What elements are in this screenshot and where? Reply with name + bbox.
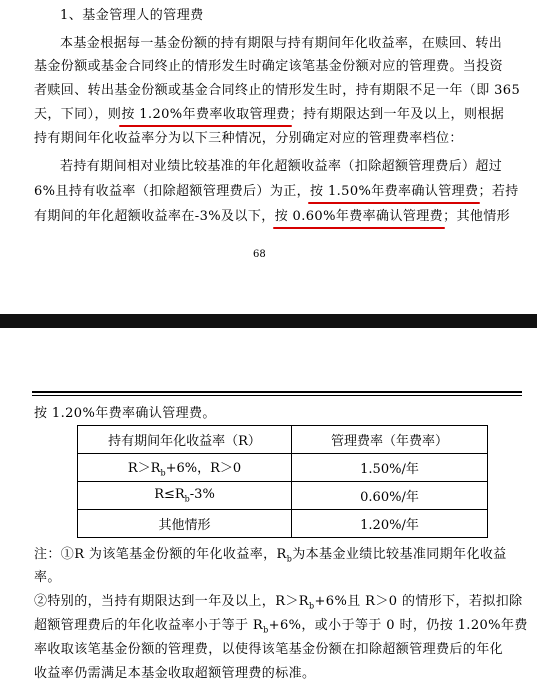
header-rule-thin [32, 395, 522, 396]
subscript: b [263, 625, 269, 635]
rate-cell: 0.60%/年 [292, 482, 488, 510]
paragraph-line: 基金份额或基金合同终止的情形发生时确定该笔基金份额对应的管理费。当投资 [34, 59, 504, 74]
condition-text: -3% [189, 487, 215, 503]
header-rule [32, 391, 522, 393]
condition-cell [78, 510, 292, 538]
subscript: b [308, 601, 315, 611]
paragraph-line [34, 205, 510, 224]
condition-cell [78, 482, 292, 510]
subscript: b [286, 554, 293, 564]
note-line: 率收取该笔基金份额的管理费，以使得该笔基金份额在扣除超额管理费后的年化 [34, 642, 504, 657]
condition-text: R≤R [154, 487, 185, 503]
highlighted-text-content: 按 0.60%年费率确认管理费 [274, 209, 444, 224]
note-text: +6%，或小于等于 0 时，仍按 1.20%年费 [268, 618, 528, 633]
note-line [34, 614, 528, 635]
note-line: 收益率仍需满足本基金收取超额管理费的标准。 [34, 666, 316, 681]
table-row [78, 454, 488, 482]
highlighted-text-content: 按 1.50%年费率确认管理费 [310, 184, 479, 199]
paragraph-line: 者赎回、转出基金份额或基金合同终止的情形发生时，持有期限不足一年（即 365 [34, 83, 521, 98]
text-segment: ；若持 [478, 184, 519, 199]
red-underline [273, 227, 445, 229]
note-text: +6%且 R＞0 的情形下，若拟扣除 [314, 594, 523, 609]
highlighted-text-content: 按 1.20%年费率收取管理费 [121, 107, 290, 122]
note-text: ②特别的，当持有期限达到一年及以上，R＞R [34, 594, 309, 609]
subscript: b [184, 494, 190, 504]
rate-cell: 1.20%/年 [292, 510, 488, 538]
table-header-row [78, 426, 488, 454]
condition-text: R＞R [127, 461, 161, 477]
section-heading: 1、基金管理人的管理费 [60, 8, 204, 23]
note-text: 为本基金业绩比较基准同期年化收益 [292, 547, 507, 562]
note-line: 率。 [34, 570, 61, 585]
fee-table [77, 425, 488, 538]
rate-cell: 1.50%/年 [292, 454, 488, 482]
paragraph-line: 持有期间年化收益率分为以下三种情况，分别确定对应的管理费率档位： [34, 131, 463, 146]
condition-text: +6%，R＞0 [165, 461, 242, 477]
paragraph-line: 若持有期间相对业绩比较基准的年化超额收益率（扣除超额管理费后）超过 [60, 159, 503, 174]
note-line [34, 590, 523, 611]
note-text: 注：①R 为该笔基金份额的年化收益率，R [34, 547, 287, 562]
intro-line: 按 1.20%年费率确认管理费。 [34, 406, 216, 421]
text-segment: 6%且持有收益率（扣除超额管理费后）为正， [34, 184, 311, 199]
highlighted-text [275, 209, 443, 224]
table-header-cell: 持有期间年化收益率（R） [78, 426, 292, 454]
paragraph-line: 本基金根据每一基金份额的持有期限与持有期间年化收益率，在赎回、转出 [60, 36, 503, 51]
subscript: b [160, 468, 166, 478]
note-line [34, 543, 507, 564]
condition-text: 其他情形 [158, 518, 211, 533]
condition-cell [78, 454, 292, 482]
highlighted-text [310, 184, 478, 199]
highlighted-text [121, 107, 289, 122]
page-divider [0, 314, 537, 328]
text-segment: 天，下同），则 [34, 107, 122, 122]
text-segment: ；其他情形 [443, 209, 511, 224]
paragraph-line [34, 180, 519, 199]
paragraph-line [34, 103, 504, 122]
page-number: 68 [253, 249, 266, 260]
table-header-cell: 管理费率（年费率） [292, 426, 488, 454]
text-segment: 有期间的年化超额收益率在-3%及以下， [34, 209, 275, 224]
table-row [78, 510, 488, 538]
top-page [0, 0, 537, 318]
text-segment: ；持有期限达到一年及以上，则根据 [289, 107, 505, 122]
red-underline [308, 202, 480, 204]
note-text: 超额管理费后的年化收益率小于等于 R [34, 618, 264, 633]
table-row [78, 482, 488, 510]
